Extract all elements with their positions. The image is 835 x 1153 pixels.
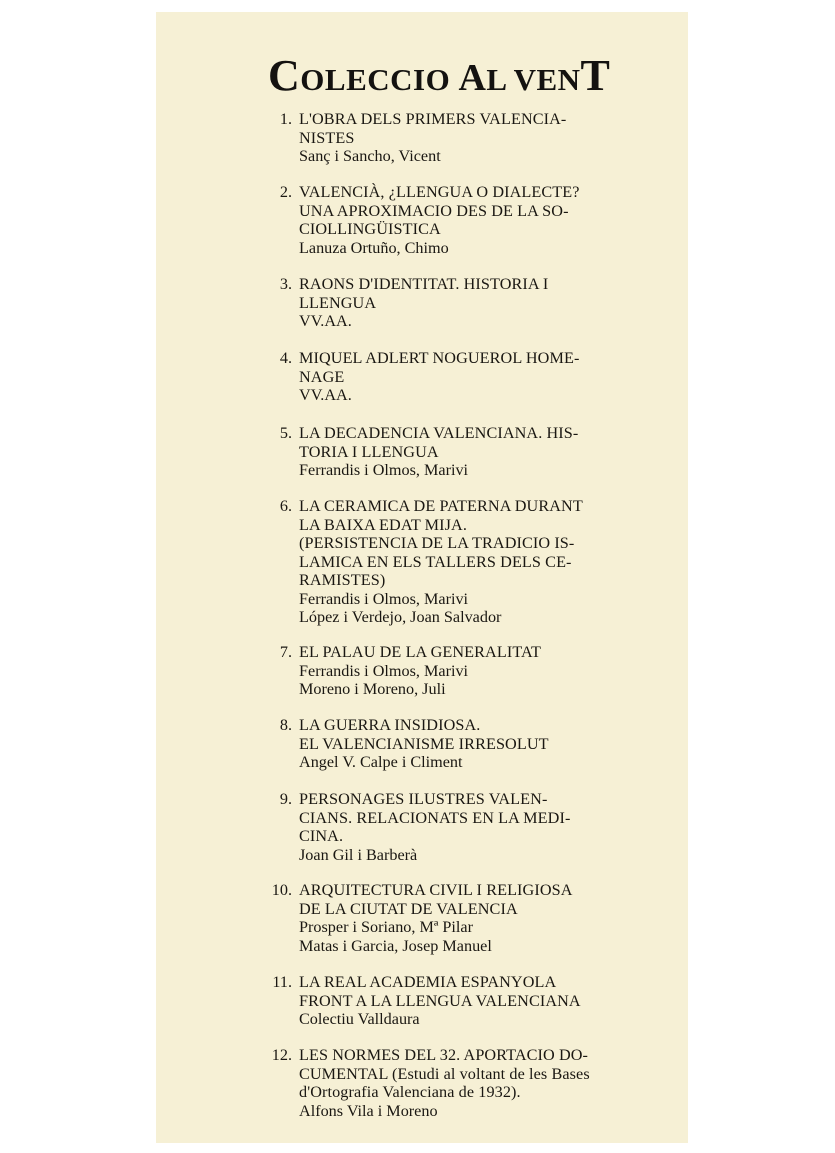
title-segment: OLECCIO (300, 62, 451, 97)
entry-number: 3. (279, 275, 292, 293)
entry-title-line: RAONS D'IDENTITAT. HISTORIA I (299, 275, 549, 293)
title-initial-a: A (458, 57, 487, 99)
entry-title-line: LAMICA EN ELS TALLERS DELS CE- (299, 552, 572, 571)
entry-body (299, 1046, 639, 1120)
entry-number: 9. (279, 790, 292, 808)
entry-author: Prosper i Soriano, Mª Pilar (299, 918, 473, 936)
title-segment: L (486, 62, 506, 97)
entry-number: 4. (279, 349, 292, 367)
entry-number: 1. (279, 110, 292, 128)
entry-author: VV.AA. (299, 386, 352, 404)
entry-body (299, 790, 639, 864)
entry-title-line: LES NORMES DEL 32. APORTACIO DO- (299, 1046, 589, 1064)
entry-title-line: ARQUITECTURA CIVIL I RELIGIOSA (299, 881, 573, 899)
title-space (506, 62, 514, 97)
entry-title-line: CINA. (299, 827, 344, 845)
entry-title-line: NAGE (299, 367, 345, 386)
entry-body (299, 643, 639, 699)
title-final-t: T (580, 51, 611, 100)
entry-author: Angel V. Calpe i Climent (299, 753, 463, 771)
entry-title-line: DE LA CIUTAT DE VALENCIA (299, 899, 518, 918)
entry-number: 2. (279, 183, 292, 201)
entry-title-line: CIOLLINGÜISTICA (299, 220, 441, 238)
entry-title-line: NISTES (299, 128, 355, 147)
entry-author: Alfons Vila i Moreno (299, 1101, 438, 1120)
entry-body (299, 973, 639, 1029)
entry-number: 10. (271, 881, 292, 899)
entry-title-line: CUMENTAL (Estudi al voltant de les Bases (299, 1064, 590, 1083)
entry-title-line: LA CERAMICA DE PATERNA DURANT (299, 497, 583, 515)
entry-author: VV.AA. (299, 312, 352, 330)
entry-author: Lanuza Ortuño, Chimo (299, 238, 449, 257)
entry-title-line: LLENGUA (299, 293, 377, 312)
entry-author: Sanç i Sancho, Vicent (299, 147, 441, 165)
entry-title-line: LA DECADENCIA VALENCIANA. HIS- (299, 424, 579, 442)
entry-title-line: TORIA I LLENGUA (299, 442, 439, 461)
entry-title-line: CIANS. RELACIONATS EN LA MEDI- (299, 808, 571, 827)
entry-title-line: d'Ortografia Valenciana de 1932). (299, 1083, 521, 1101)
entry-title-line: FRONT A LA LLENGUA VALENCIANA (299, 991, 581, 1010)
entry-author: Ferrandis i Olmos, Marivi (299, 461, 469, 479)
entry-body (299, 349, 639, 405)
entry-title-line: EL PALAU DE LA GENERALITAT (299, 643, 541, 661)
entry-title-line: UNA APROXIMACIO DES DE LA SO- (299, 201, 569, 220)
entry-title-line: L'OBRA DELS PRIMERS VALENCIA- (299, 110, 567, 128)
entry-title-line: PERSONAGES ILUSTRES VALEN- (299, 790, 548, 808)
entry-title-line: VALENCIÀ, ¿LLENGUA O DIALECTE? (299, 183, 580, 201)
entry-body (299, 110, 639, 166)
entry-author: Colectiu Valldaura (299, 1010, 420, 1028)
entry-body (299, 275, 639, 331)
entry-author: Ferrandis i Olmos, Marivi (299, 589, 469, 608)
entry-title-line: LA BAIXA EDAT MIJA. (299, 515, 467, 534)
entry-author: Ferrandis i Olmos, Marivi (299, 661, 469, 680)
entry-number: 7. (279, 643, 292, 661)
entry-title-line: LA GUERRA INSIDIOSA. (299, 716, 481, 734)
entry-title-line: MIQUEL ADLERT NOGUEROL HOME- (299, 349, 580, 367)
title-initial-c: C (268, 51, 301, 100)
entry-body (299, 424, 639, 480)
entry-body (299, 497, 639, 627)
entry-title-line: EL VALENCIANISME IRRESOLUT (299, 734, 549, 753)
entry-author: Joan Gil i Barberà (299, 845, 418, 864)
entry-author: Matas i Garcia, Josep Manuel (299, 936, 492, 955)
entry-author: Moreno i Moreno, Juli (299, 680, 446, 698)
collection-title (268, 50, 610, 101)
entry-title-line: LA REAL ACADEMIA ESPANYOLA (299, 973, 557, 991)
title-segment: VEN (513, 62, 581, 97)
entry-number: 11. (272, 973, 292, 991)
entry-author: López i Verdejo, Joan Salvador (299, 608, 502, 626)
entry-number: 5. (279, 424, 292, 442)
entry-title-line: (PERSISTENCIA DE LA TRADICIO IS- (299, 534, 575, 552)
entry-body (299, 716, 639, 772)
entry-number: 6. (279, 497, 292, 515)
entry-number: 8. (279, 716, 292, 734)
entry-body (299, 881, 639, 955)
entry-body (299, 183, 639, 257)
entry-number: 12. (271, 1046, 292, 1064)
entry-title-line: RAMISTES) (299, 571, 386, 589)
